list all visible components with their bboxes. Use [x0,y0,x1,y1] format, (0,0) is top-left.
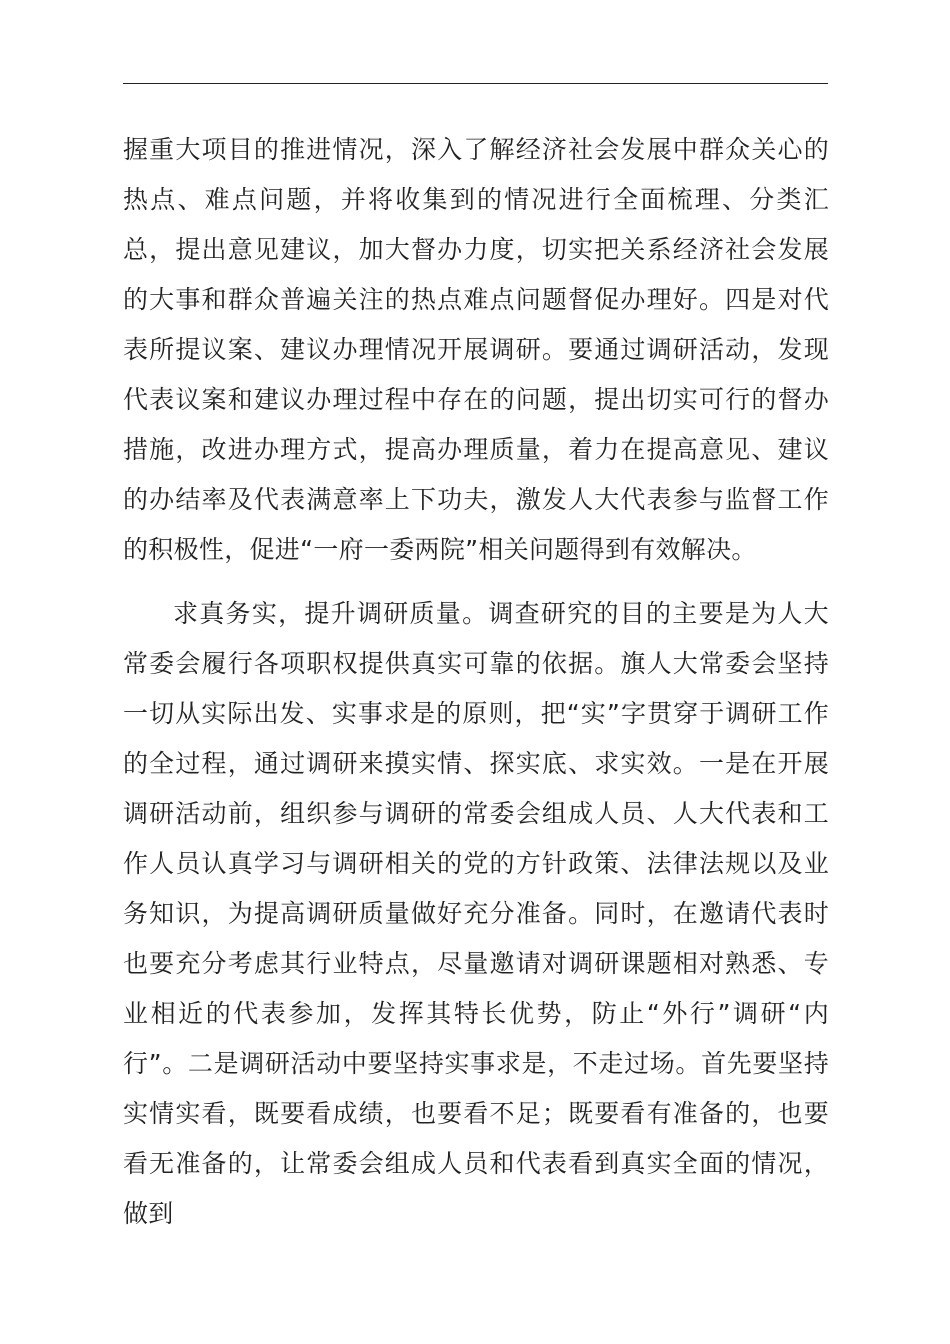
header-rule [123,83,828,84]
paragraph-continuation: 握重大项目的推进情况，深入了解经济社会发展中群众关心的热点、难点问题，并将收集到的情况进行全面梳理、分类汇总，提出意见建议，加大督办力度，切实把关系经济社会发展的大事和群众普遍关注的热点难点问题督促办理好。四是对代表所提议案、建议办理情况开展调研。要通过调研活动，发现代表议案和建议办理过程中存在的问题，提出切实可行的督办措施，改进办理方式，提高办理质量，着力在提高意见、建议的办结率及代表满意率上下功夫，激发人大代表参与监督工作的积极性，促进“一府一委两院”相关问题得到有效解决。 [123,135,829,564]
body-text [123,125,829,1239]
paragraph-seek-truth: 求真务实，提升调研质量。调查研究的目的主要是为人大常委会履行各项职权提供真实可靠的依据。旗人大常委会坚持一切从实际出发、实事求是的原则，把“实”字贯穿于调研工作的全过程，通过调研来摸实情、探实底、求实效。一是在开展调研活动前，组织参与调研的常委会组成人员、人大代表和工作人员认真学习与调研相关的党的方针政策、法律法规以及业务知识，为提高调研质量做好充分准备。同时，在邀请代表时也要充分考虑其行业特点，尽量邀请对调研课题相对熟悉、专业相近的代表参加，发挥其特长优势，防止“外行”调研“内行”。二是调研活动中要坚持实事求是，不走过场。首先要坚持实情实看，既要看成绩，也要看不足；既要看有准备的，也要看无准备的，让常委会组成人员和代表看到真实全面的情况，做到 [123,599,829,1228]
